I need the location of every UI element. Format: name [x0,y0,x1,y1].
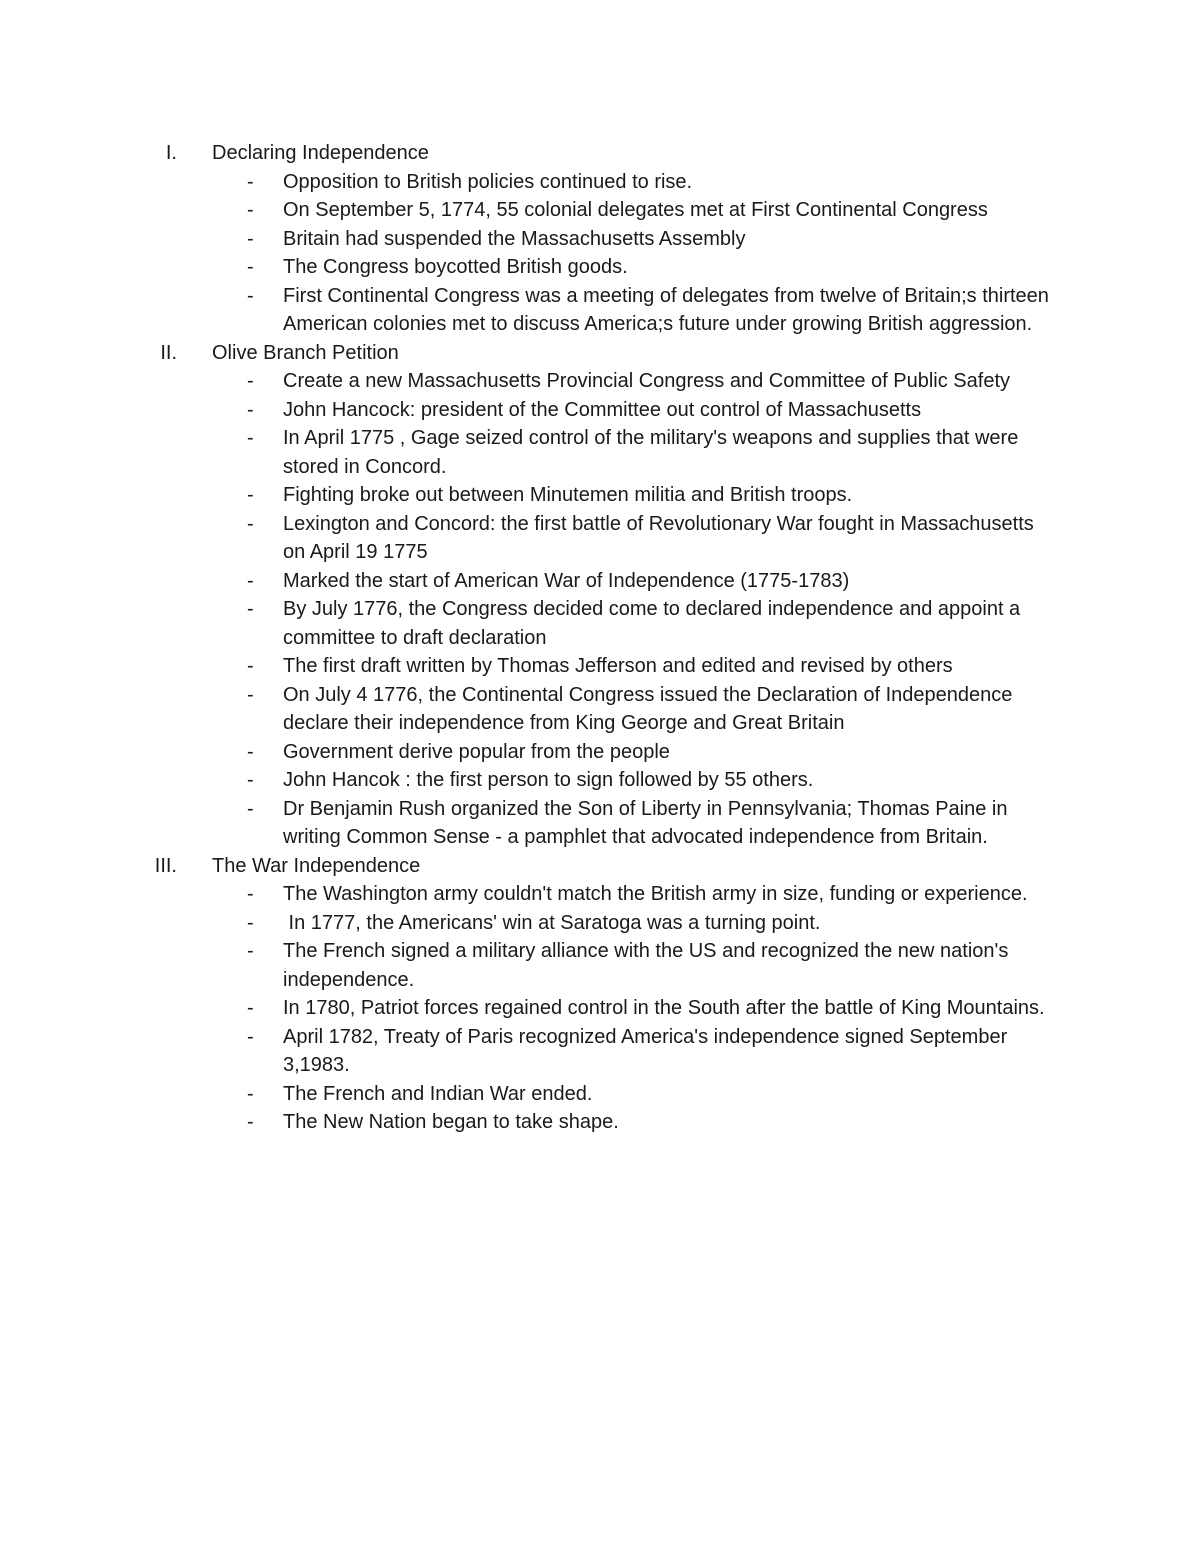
bullet-text: The first draft written by Thomas Jefferson and edited and revised by others [283,655,953,677]
list-item [0,1080,1200,1109]
list-item [0,396,1200,425]
list-item [0,738,1200,767]
dash-marker: - [247,256,254,278]
dash-marker: - [247,512,254,535]
section-title: Olive Branch Petition [212,341,399,364]
bullet-list [0,880,1200,1137]
list-item [0,196,1200,225]
dash-marker: - [247,170,254,193]
bullet-text: The Congress boycotted British goods. [283,256,628,278]
list-item [0,567,1200,596]
bullet-text: Marked the start of American War of Independence (1775-1783) [283,569,850,592]
dash-marker: - [247,427,254,449]
dash-marker: - [247,769,254,791]
list-item [0,1023,1200,1080]
section-war-independence [0,852,1200,1137]
bullet-list [0,367,1200,852]
list-item [0,510,1200,567]
list-item [0,795,1200,852]
bullet-text: The New Nation began to take shape. [283,1111,619,1133]
list-item [0,367,1200,396]
bullet-text: Government derive popular from the people [283,740,670,763]
bullet-list [0,168,1200,339]
dash-marker: - [247,911,254,934]
list-item [0,225,1200,254]
bullet-text: In 1780, Patriot forces regained control in the South after the battle of King Mountains. [283,997,1045,1019]
dash-marker: - [247,370,254,392]
list-item [0,424,1200,481]
list-item [0,909,1200,938]
dash-marker: - [247,1111,254,1133]
dash-marker: - [247,683,254,706]
dash-marker: - [247,284,254,307]
bullet-text: In 1777, the Americans' win at Saratoga was a turning point. [283,911,821,934]
bullet-text: In April 1775 , Gage seized control of the military's weapons and supplies that were stored in Concord. [283,427,1019,478]
dash-marker: - [247,569,254,592]
dash-marker: - [247,940,254,962]
bullet-text: April 1782, Treaty of Paris recognized America's independence signed September 3,1983. [283,1025,1008,1076]
section-header [0,339,1200,368]
section-header [0,139,1200,168]
list-item [0,880,1200,909]
bullet-text: First Continental Congress was a meeting of delegates from twelve of Britain;s thirteen American colonies met to discuss America;s future under growing British aggression. [283,284,1049,335]
bullet-text: Britain had suspended the Massachusetts Assembly [283,227,746,250]
outline [0,139,1200,1137]
section-olive-branch-petition [0,339,1200,852]
bullet-text: The French and Indian War ended. [283,1082,593,1105]
dash-marker: - [247,227,254,250]
bullet-text: Opposition to British policies continued to rise. [283,170,693,193]
list-item [0,253,1200,282]
bullet-text: The Washington army couldn't match the British army in size, funding or experience. [283,883,1028,905]
list-item [0,595,1200,652]
dash-marker: - [247,199,254,221]
dash-marker: - [247,484,254,506]
bullet-text: On July 4 1776, the Continental Congress issued the Declaration of Independence declare their independence from King George and Great Britain [283,683,1013,734]
bullet-text: On September 5, 1774, 55 colonial delegates met at First Continental Congress [283,199,988,221]
list-item [0,1108,1200,1137]
dash-marker: - [247,598,254,620]
dash-marker: - [247,398,254,421]
section-declaring-independence [0,139,1200,339]
section-title: The War Independence [212,854,421,877]
list-item [0,652,1200,681]
bullet-text: Lexington and Concord: the first battle of Revolutionary War fought in Massachusetts on April 19 1775 [283,512,1034,563]
dash-marker: - [247,883,254,905]
section-numeral: II. [160,341,177,364]
bullet-text: John Hancok : the first person to sign followed by 55 others. [283,769,814,791]
dash-marker: - [247,997,254,1019]
list-item [0,681,1200,738]
section-numeral: III. [154,854,177,877]
bullet-text: John Hancock: president of the Committee out control of Massachusetts [283,398,922,421]
bullet-text: By July 1776, the Congress decided come to declared independence and appoint a committee to draft declaration [283,598,1021,649]
bullet-text: Fighting broke out between Minutemen militia and British troops. [283,484,853,506]
bullet-text: The French signed a military alliance with the US and recognized the new nation's independence. [283,940,1009,991]
bullet-text: Dr Benjamin Rush organized the Son of Liberty in Pennsylvania; Thomas Paine in writing Common Sense - a pamphlet that advocated independence from Britain. [283,797,1008,848]
section-header [0,852,1200,881]
dash-marker: - [247,1025,254,1048]
list-item [0,937,1200,994]
section-title: Declaring Independence [212,142,429,164]
list-item [0,282,1200,339]
list-item [0,766,1200,795]
section-numeral: I. [165,142,177,164]
dash-marker: - [247,740,254,763]
dash-marker: - [247,655,254,677]
list-item [0,994,1200,1023]
bullet-text: Create a new Massachusetts Provincial Congress and Committee of Public Safety [283,370,1011,392]
dash-marker: - [247,797,254,820]
list-item [0,481,1200,510]
list-item [0,168,1200,197]
dash-marker: - [247,1082,254,1105]
